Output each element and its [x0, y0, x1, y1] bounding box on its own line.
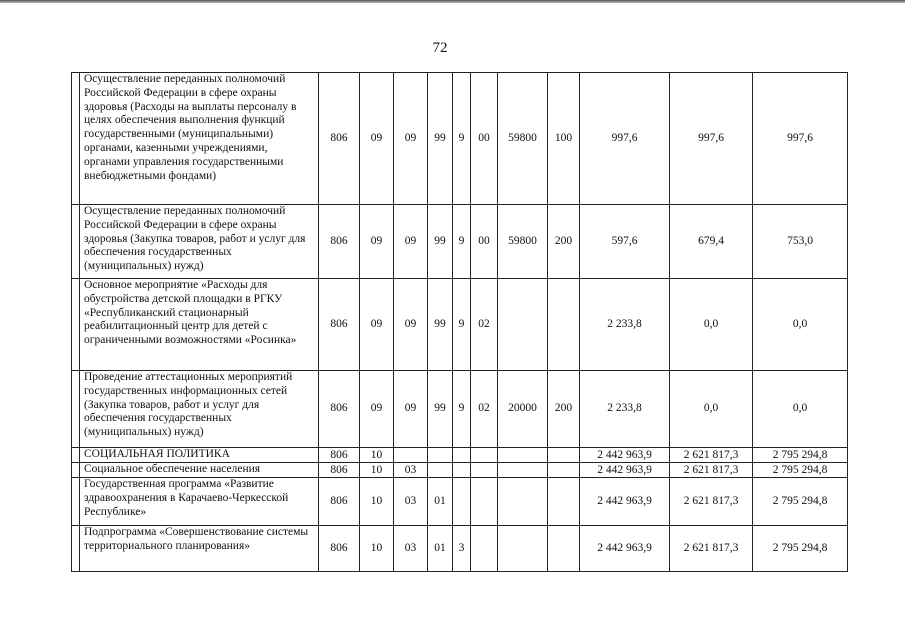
expense-type-code: 200 [548, 371, 580, 448]
table-row [72, 448, 848, 463]
amount-year-1: 2 233,8 [580, 279, 670, 371]
direction-code: 59800 [498, 73, 548, 205]
amount-year-3: 0,0 [753, 279, 848, 371]
program-code: 01 [428, 526, 453, 572]
subsection-code: 09 [394, 371, 428, 448]
ved-code: 806 [319, 279, 360, 371]
row-name: Осуществление переданных полномочий Российской Федерации в сфере охраны здоровья (Закупка товаров, работ и услуг для обеспечения государственных (муниципальных) нужд) [80, 205, 319, 279]
direction-code [498, 478, 548, 526]
row-marker-cell [72, 371, 80, 448]
row-name: Социальное обеспечение населения [80, 463, 319, 478]
amount-year-2: 0,0 [670, 279, 753, 371]
direction-code [498, 448, 548, 463]
subprogram-code: 3 [453, 526, 471, 572]
table-row [72, 478, 848, 526]
activity-code [471, 463, 498, 478]
activity-code: 00 [471, 73, 498, 205]
subsection-code: 03 [394, 463, 428, 478]
subprogram-code: 9 [453, 73, 471, 205]
activity-code: 02 [471, 279, 498, 371]
page-top-edge [0, 0, 905, 3]
subprogram-code [453, 448, 471, 463]
amount-year-3: 753,0 [753, 205, 848, 279]
amount-year-3: 0,0 [753, 371, 848, 448]
activity-code: 00 [471, 205, 498, 279]
amount-year-3: 997,6 [753, 73, 848, 205]
amount-year-2: 2 621 817,3 [670, 463, 753, 478]
amount-year-1: 997,6 [580, 73, 670, 205]
row-marker-cell [72, 526, 80, 572]
subprogram-code: 9 [453, 205, 471, 279]
budget-table [71, 72, 848, 572]
row-marker-cell [72, 448, 80, 463]
subprogram-code [453, 463, 471, 478]
expense-type-code [548, 526, 580, 572]
ved-code: 806 [319, 205, 360, 279]
expense-type-code [548, 448, 580, 463]
row-name: Осуществление переданных полномочий Российской Федерации в сфере охраны здоровья (Расходы на выплаты персоналу в целях обеспечения выполнения функций государственными (муниципальными) органами, казенными учреждениями, органами управления государственными внебюджетными фондами) [80, 73, 319, 205]
activity-code [471, 478, 498, 526]
subprogram-code: 9 [453, 279, 471, 371]
subsection-code [394, 448, 428, 463]
amount-year-3: 2 795 294,8 [753, 463, 848, 478]
ved-code: 806 [319, 478, 360, 526]
ved-code: 806 [319, 73, 360, 205]
amount-year-3: 2 795 294,8 [753, 448, 848, 463]
amount-year-3: 2 795 294,8 [753, 478, 848, 526]
amount-year-2: 2 621 817,3 [670, 448, 753, 463]
row-name: Подпрограмма «Совершенствование системы территориального планирования» [80, 526, 319, 572]
direction-code [498, 526, 548, 572]
section-code: 09 [360, 371, 394, 448]
table-row [72, 73, 848, 205]
table-row [72, 526, 848, 572]
section-code: 10 [360, 463, 394, 478]
table-row [72, 371, 848, 448]
section-code: 09 [360, 73, 394, 205]
expense-type-code: 100 [548, 73, 580, 205]
subsection-code: 09 [394, 279, 428, 371]
program-code: 01 [428, 478, 453, 526]
subsection-code: 09 [394, 205, 428, 279]
direction-code [498, 279, 548, 371]
expense-type-code [548, 463, 580, 478]
subsection-code: 03 [394, 478, 428, 526]
page-number: 72 [432, 40, 448, 56]
row-marker-cell [72, 205, 80, 279]
subprogram-code: 9 [453, 371, 471, 448]
amount-year-3: 2 795 294,8 [753, 526, 848, 572]
program-code: 99 [428, 279, 453, 371]
row-marker-cell [72, 463, 80, 478]
amount-year-2: 997,6 [670, 73, 753, 205]
row-marker-cell [72, 73, 80, 205]
activity-code [471, 526, 498, 572]
subsection-code: 09 [394, 73, 428, 205]
row-marker-cell [72, 478, 80, 526]
program-code: 99 [428, 73, 453, 205]
activity-code [471, 448, 498, 463]
subprogram-code [453, 478, 471, 526]
program-code [428, 463, 453, 478]
program-code: 99 [428, 205, 453, 279]
amount-year-2: 0,0 [670, 371, 753, 448]
expense-type-code: 200 [548, 205, 580, 279]
section-code: 09 [360, 279, 394, 371]
section-code: 10 [360, 478, 394, 526]
program-code [428, 448, 453, 463]
amount-year-1: 597,6 [580, 205, 670, 279]
amount-year-2: 679,4 [670, 205, 753, 279]
table-row [72, 463, 848, 478]
amount-year-2: 2 621 817,3 [670, 526, 753, 572]
row-name: Проведение аттестационных мероприятий государственных информационных сетей (Закупка товаров, работ и услуг для обеспечения государственных (муниципальных) нужд) [80, 371, 319, 448]
table-row [72, 279, 848, 371]
row-name: Государственная программа «Развитие здравоохранения в Карачаево-Черкесской Республике» [80, 478, 319, 526]
table-row [72, 205, 848, 279]
amount-year-1: 2 442 963,9 [580, 463, 670, 478]
section-code: 09 [360, 205, 394, 279]
amount-year-1: 2 442 963,9 [580, 478, 670, 526]
ved-code: 806 [319, 371, 360, 448]
amount-year-1: 2 442 963,9 [580, 526, 670, 572]
ved-code: 806 [319, 463, 360, 478]
ved-code: 806 [319, 526, 360, 572]
subsection-code: 03 [394, 526, 428, 572]
ved-code: 806 [319, 448, 360, 463]
amount-year-2: 2 621 817,3 [670, 478, 753, 526]
row-marker-cell [72, 279, 80, 371]
expense-type-code [548, 279, 580, 371]
program-code: 99 [428, 371, 453, 448]
section-code: 10 [360, 448, 394, 463]
direction-code: 20000 [498, 371, 548, 448]
row-name: СОЦИАЛЬНАЯ ПОЛИТИКА [80, 448, 319, 463]
activity-code: 02 [471, 371, 498, 448]
amount-year-1: 2 233,8 [580, 371, 670, 448]
amount-year-1: 2 442 963,9 [580, 448, 670, 463]
row-name: Основное мероприятие «Расходы для обустройства детской площадки в РГКУ «Республиканский стационарный реабилитационный центр для детей с ограниченными возможностями «Росинка» [80, 279, 319, 371]
direction-code [498, 463, 548, 478]
expense-type-code [548, 478, 580, 526]
direction-code: 59800 [498, 205, 548, 279]
section-code: 10 [360, 526, 394, 572]
